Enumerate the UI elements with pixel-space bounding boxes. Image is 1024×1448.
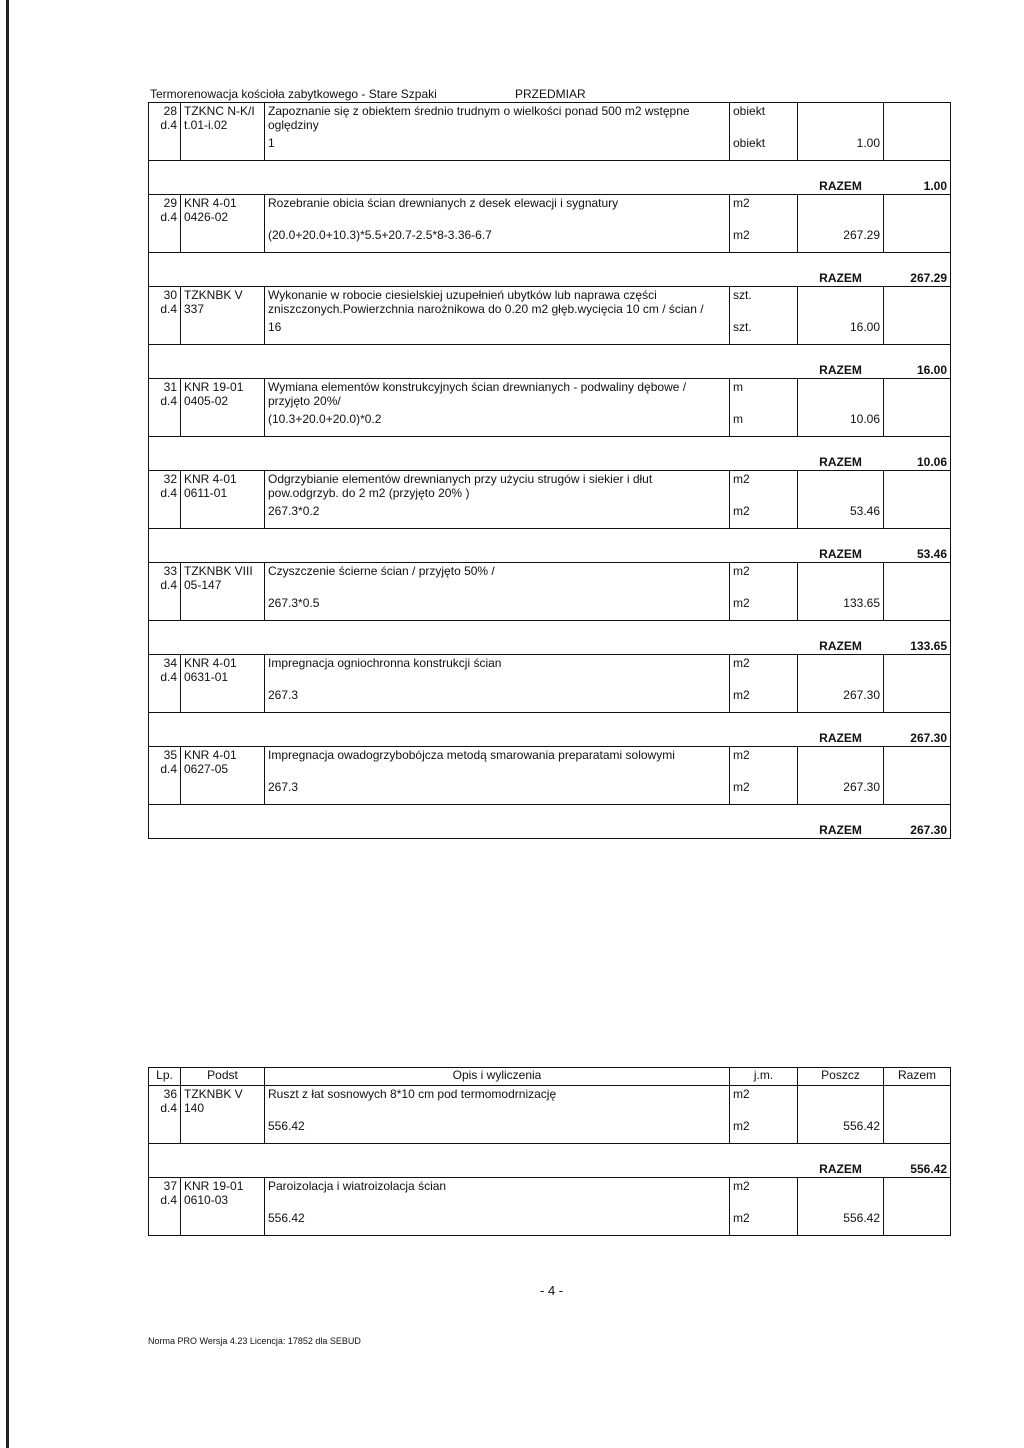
scan-edge bbox=[6, 0, 9, 1448]
item-basis bbox=[181, 563, 265, 593]
razem-blank bbox=[181, 713, 265, 747]
razem-blank bbox=[149, 253, 181, 287]
item-razem-blank bbox=[884, 379, 951, 409]
razem-blank bbox=[149, 529, 181, 563]
calc-unit: m bbox=[730, 408, 798, 437]
calc-row bbox=[149, 592, 951, 621]
razem-blank bbox=[265, 437, 730, 471]
item-unit: m2 bbox=[730, 747, 798, 777]
item-number-line2: d.4 bbox=[160, 1101, 177, 1115]
calc-lp-blank bbox=[149, 224, 181, 253]
item-basis-line2: 0631-01 bbox=[184, 670, 229, 684]
razem-total: 556.42 bbox=[884, 1144, 951, 1178]
page-number: - 4 - bbox=[540, 1283, 564, 1298]
razem-blank bbox=[149, 161, 181, 195]
calc-expression: 556.42 bbox=[265, 1207, 730, 1236]
razem-blank bbox=[181, 805, 265, 839]
calc-row bbox=[149, 408, 951, 437]
item-number-line1: 32 bbox=[163, 472, 177, 486]
item-basis-line2: 0426-02 bbox=[184, 210, 229, 224]
razem-row bbox=[149, 805, 951, 839]
razem-row bbox=[149, 713, 951, 747]
razem-blank bbox=[149, 437, 181, 471]
razem-label: RAZEM bbox=[798, 529, 884, 563]
calc-expression: 16 bbox=[265, 316, 730, 345]
item-unit: m2 bbox=[730, 563, 798, 593]
calc-expression: 267.3 bbox=[265, 776, 730, 805]
calc-poszcz: 53.46 bbox=[798, 500, 884, 529]
item-description: Impregnacja ogniochronna konstrukcji ścian bbox=[265, 655, 730, 685]
calc-unit: m2 bbox=[730, 684, 798, 713]
razem-total: 1.00 bbox=[884, 161, 951, 195]
item-number-line2: d.4 bbox=[160, 486, 177, 500]
calc-razem-blank bbox=[884, 132, 951, 161]
razem-blank bbox=[730, 621, 798, 655]
calc-expression: 267.3 bbox=[265, 684, 730, 713]
calc-expression: 556.42 bbox=[265, 1115, 730, 1144]
razem-total: 267.30 bbox=[884, 805, 951, 839]
razem-total: 267.30 bbox=[884, 713, 951, 747]
calc-unit: szt. bbox=[730, 316, 798, 345]
item-basis-line1: TZKNBK VIII bbox=[184, 564, 253, 578]
calc-razem-blank bbox=[884, 1207, 951, 1236]
calc-lp-blank bbox=[149, 316, 181, 345]
calc-lp-blank bbox=[149, 1115, 181, 1144]
item-basis bbox=[181, 471, 265, 501]
col-razem: Razem bbox=[884, 1068, 951, 1086]
item-basis-line2: t.01-i.02 bbox=[184, 118, 228, 132]
razem-blank bbox=[730, 437, 798, 471]
item-unit: m2 bbox=[730, 1178, 798, 1208]
calc-basis-blank bbox=[181, 224, 265, 253]
item-number bbox=[149, 103, 181, 133]
razem-row bbox=[149, 345, 951, 379]
razem-total: 53.46 bbox=[884, 529, 951, 563]
item-basis bbox=[181, 747, 265, 777]
razem-blank bbox=[265, 621, 730, 655]
item-description: Wymiana elementów konstrukcyjnych ścian drewnianych - podwaliny dębowe / przyjęto 20%/ bbox=[265, 379, 730, 409]
item-basis bbox=[181, 379, 265, 409]
cost-table-bottom bbox=[148, 1067, 951, 1236]
item-basis-line1: KNR 19-01 bbox=[184, 1179, 244, 1193]
table-row bbox=[149, 655, 951, 685]
item-number-line1: 36 bbox=[163, 1087, 177, 1101]
razem-row bbox=[149, 161, 951, 195]
item-basis bbox=[181, 287, 265, 317]
calc-lp-blank bbox=[149, 592, 181, 621]
item-basis-line2: 0610-03 bbox=[184, 1193, 229, 1207]
razem-label: RAZEM bbox=[798, 437, 884, 471]
item-razem-blank bbox=[884, 1178, 951, 1208]
col-opis: Opis i wyliczenia bbox=[265, 1068, 730, 1086]
item-description: Czyszczenie ścierne ścian / przyjęto 50% / bbox=[265, 563, 730, 593]
calc-poszcz: 267.29 bbox=[798, 224, 884, 253]
calc-poszcz: 556.42 bbox=[798, 1207, 884, 1236]
item-poszcz-blank bbox=[798, 747, 884, 777]
razem-label: RAZEM bbox=[798, 345, 884, 379]
item-unit: m2 bbox=[730, 655, 798, 685]
razem-label: RAZEM bbox=[798, 253, 884, 287]
item-description: Ruszt z łat sosnowych 8*10 cm pod termomodrnizację bbox=[265, 1086, 730, 1116]
item-razem-blank bbox=[884, 563, 951, 593]
col-lp: Lp. bbox=[149, 1068, 181, 1086]
calc-poszcz: 1.00 bbox=[798, 132, 884, 161]
item-basis-line1: KNR 4-01 bbox=[184, 748, 237, 762]
item-number bbox=[149, 563, 181, 593]
table-row bbox=[149, 195, 951, 225]
item-basis-line1: KNR 4-01 bbox=[184, 656, 237, 670]
item-poszcz-blank bbox=[798, 195, 884, 225]
item-description: Odgrzybianie elementów drewnianych przy użyciu strugów i siekier i dłut pow.odgrzyb. do 2 m2 (przyjęto 20% ) bbox=[265, 471, 730, 501]
item-basis-line2: 0405-02 bbox=[184, 394, 229, 408]
col-poszcz: Poszcz bbox=[798, 1068, 884, 1086]
table-body-bottom bbox=[149, 1086, 951, 1236]
calc-basis-blank bbox=[181, 1207, 265, 1236]
calc-lp-blank bbox=[149, 684, 181, 713]
razem-blank bbox=[265, 1144, 730, 1178]
calc-razem-blank bbox=[884, 316, 951, 345]
item-razem-blank bbox=[884, 195, 951, 225]
table-row bbox=[149, 1086, 951, 1116]
razem-blank bbox=[149, 1144, 181, 1178]
item-basis-line2: 05-147 bbox=[184, 578, 222, 592]
calc-row bbox=[149, 776, 951, 805]
razem-blank bbox=[181, 253, 265, 287]
calc-razem-blank bbox=[884, 592, 951, 621]
table-row bbox=[149, 379, 951, 409]
cost-table-top bbox=[148, 102, 951, 839]
razem-blank bbox=[730, 161, 798, 195]
item-number-line1: 37 bbox=[163, 1179, 177, 1193]
item-basis bbox=[181, 195, 265, 225]
item-basis bbox=[181, 1086, 265, 1116]
item-number-line2: d.4 bbox=[160, 762, 177, 776]
razem-total: 10.06 bbox=[884, 437, 951, 471]
item-number-line1: 35 bbox=[163, 748, 177, 762]
item-basis-line1: TZKNBK V bbox=[184, 288, 243, 302]
calc-unit: m2 bbox=[730, 224, 798, 253]
razem-blank bbox=[730, 253, 798, 287]
calc-row bbox=[149, 1207, 951, 1236]
item-basis-line1: KNR 4-01 bbox=[184, 196, 237, 210]
item-number-line1: 33 bbox=[163, 564, 177, 578]
item-poszcz-blank bbox=[798, 1086, 884, 1116]
razem-blank bbox=[730, 345, 798, 379]
razem-blank bbox=[265, 713, 730, 747]
calc-unit: m2 bbox=[730, 776, 798, 805]
item-number bbox=[149, 1086, 181, 1116]
item-razem-blank bbox=[884, 103, 951, 133]
item-number-line1: 29 bbox=[163, 196, 177, 210]
item-number-line2: d.4 bbox=[160, 118, 177, 132]
calc-basis-blank bbox=[181, 776, 265, 805]
item-number bbox=[149, 655, 181, 685]
item-poszcz-blank bbox=[798, 1178, 884, 1208]
item-basis-line2: 337 bbox=[184, 302, 205, 316]
item-basis bbox=[181, 1178, 265, 1208]
item-poszcz-blank bbox=[798, 471, 884, 501]
calc-row bbox=[149, 224, 951, 253]
item-number-line1: 34 bbox=[163, 656, 177, 670]
calc-basis-blank bbox=[181, 132, 265, 161]
item-description: Paroizolacja i wiatroizolacja ścian bbox=[265, 1178, 730, 1208]
calc-razem-blank bbox=[884, 684, 951, 713]
calc-basis-blank bbox=[181, 592, 265, 621]
item-number bbox=[149, 287, 181, 317]
item-razem-blank bbox=[884, 655, 951, 685]
calc-row bbox=[149, 500, 951, 529]
razem-label: RAZEM bbox=[798, 713, 884, 747]
item-number-line2: d.4 bbox=[160, 1193, 177, 1207]
table-body-top bbox=[149, 103, 951, 839]
item-description: Rozebranie obicia ścian drewnianych z desek elewacji i sygnatury bbox=[265, 195, 730, 225]
item-number bbox=[149, 471, 181, 501]
calc-unit: m2 bbox=[730, 1207, 798, 1236]
item-unit: m2 bbox=[730, 195, 798, 225]
calc-lp-blank bbox=[149, 1207, 181, 1236]
calc-razem-blank bbox=[884, 500, 951, 529]
razem-row bbox=[149, 437, 951, 471]
item-razem-blank bbox=[884, 471, 951, 501]
calc-razem-blank bbox=[884, 408, 951, 437]
col-jm: j.m. bbox=[730, 1068, 798, 1086]
calc-lp-blank bbox=[149, 776, 181, 805]
razem-blank bbox=[181, 1144, 265, 1178]
item-number-line1: 28 bbox=[163, 104, 177, 118]
item-number bbox=[149, 195, 181, 225]
razem-blank bbox=[149, 621, 181, 655]
calc-poszcz: 267.30 bbox=[798, 776, 884, 805]
item-razem-blank bbox=[884, 1086, 951, 1116]
razem-row bbox=[149, 1144, 951, 1178]
item-razem-blank bbox=[884, 747, 951, 777]
razem-blank bbox=[149, 713, 181, 747]
item-number bbox=[149, 747, 181, 777]
razem-blank bbox=[265, 529, 730, 563]
item-number-line1: 31 bbox=[163, 380, 177, 394]
item-number bbox=[149, 379, 181, 409]
calc-unit: m2 bbox=[730, 500, 798, 529]
table-row bbox=[149, 563, 951, 593]
item-razem-blank bbox=[884, 287, 951, 317]
item-number-line2: d.4 bbox=[160, 578, 177, 592]
calc-expression: 1 bbox=[265, 132, 730, 161]
item-basis-line1: KNR 4-01 bbox=[184, 472, 237, 486]
item-basis-line1: TZKNC N-K/I bbox=[184, 104, 255, 118]
calc-expression: (20.0+20.0+10.3)*5.5+20.7-2.5*8-3.36-6.7 bbox=[265, 224, 730, 253]
item-description: Wykonanie w robocie ciesielskiej uzupełnień ubytków lub naprawa części zniszczonych.Powierzchnia narożnikowa do 0.20 m2 głęb.wycięcia 10 cm / ścian / bbox=[265, 287, 730, 317]
item-basis-line2: 140 bbox=[184, 1101, 205, 1115]
razem-blank bbox=[181, 621, 265, 655]
calc-unit: m2 bbox=[730, 1115, 798, 1144]
razem-blank bbox=[181, 529, 265, 563]
calc-basis-blank bbox=[181, 1115, 265, 1144]
calc-poszcz: 10.06 bbox=[798, 408, 884, 437]
calc-poszcz: 556.42 bbox=[798, 1115, 884, 1144]
razem-label: RAZEM bbox=[798, 621, 884, 655]
razem-blank bbox=[730, 713, 798, 747]
item-number-line2: d.4 bbox=[160, 302, 177, 316]
razem-blank bbox=[730, 805, 798, 839]
item-number-line1: 30 bbox=[163, 288, 177, 302]
calc-basis-blank bbox=[181, 684, 265, 713]
item-number-line2: d.4 bbox=[160, 394, 177, 408]
doc-type: PRZEDMIAR bbox=[515, 87, 586, 101]
item-description: Zapoznanie się z obiektem średnio trudnym o wielkości ponad 500 m2 wstępne oględziny bbox=[265, 103, 730, 133]
calc-expression: 267.3*0.5 bbox=[265, 592, 730, 621]
calc-razem-blank bbox=[884, 1115, 951, 1144]
item-unit: obiekt bbox=[730, 103, 798, 133]
software-license: Norma PRO Wersja 4.23 Licencja: 17852 dla SEBUD bbox=[148, 1336, 361, 1346]
project-title: Termorenowacja kościoła zabytkowego - Stare Szpaki bbox=[150, 87, 437, 101]
razem-blank bbox=[730, 1144, 798, 1178]
razem-blank bbox=[149, 345, 181, 379]
razem-blank bbox=[181, 437, 265, 471]
table-row bbox=[149, 1178, 951, 1208]
calc-poszcz: 267.30 bbox=[798, 684, 884, 713]
table-row bbox=[149, 103, 951, 133]
item-poszcz-blank bbox=[798, 655, 884, 685]
razem-label: RAZEM bbox=[798, 1144, 884, 1178]
item-basis-line1: KNR 19-01 bbox=[184, 380, 244, 394]
table-header-row bbox=[149, 1068, 951, 1086]
calc-lp-blank bbox=[149, 500, 181, 529]
item-basis-line1: TZKNBK V bbox=[184, 1087, 243, 1101]
item-poszcz-blank bbox=[798, 103, 884, 133]
calc-poszcz: 133.65 bbox=[798, 592, 884, 621]
razem-blank bbox=[265, 161, 730, 195]
item-poszcz-blank bbox=[798, 563, 884, 593]
razem-blank bbox=[265, 345, 730, 379]
calc-row bbox=[149, 316, 951, 345]
calc-expression: 267.3*0.2 bbox=[265, 500, 730, 529]
calc-expression: (10.3+20.0+20.0)*0.2 bbox=[265, 408, 730, 437]
item-poszcz-blank bbox=[798, 287, 884, 317]
razem-total: 16.00 bbox=[884, 345, 951, 379]
razem-total: 267.29 bbox=[884, 253, 951, 287]
razem-label: RAZEM bbox=[798, 805, 884, 839]
calc-row bbox=[149, 684, 951, 713]
item-basis-line2: 0627-05 bbox=[184, 762, 229, 776]
razem-blank bbox=[265, 805, 730, 839]
calc-unit: m2 bbox=[730, 592, 798, 621]
item-number bbox=[149, 1178, 181, 1208]
calc-basis-blank bbox=[181, 500, 265, 529]
item-basis bbox=[181, 103, 265, 133]
razem-blank bbox=[265, 253, 730, 287]
razem-row bbox=[149, 253, 951, 287]
calc-unit: obiekt bbox=[730, 132, 798, 161]
item-number-line2: d.4 bbox=[160, 670, 177, 684]
item-basis bbox=[181, 655, 265, 685]
item-unit: szt. bbox=[730, 287, 798, 317]
calc-basis-blank bbox=[181, 316, 265, 345]
item-unit: m2 bbox=[730, 1086, 798, 1116]
calc-row bbox=[149, 1115, 951, 1144]
razem-blank bbox=[181, 161, 265, 195]
razem-total: 133.65 bbox=[884, 621, 951, 655]
item-number-line2: d.4 bbox=[160, 210, 177, 224]
col-podst: Podst bbox=[181, 1068, 265, 1086]
item-basis-line2: 0611-01 bbox=[184, 486, 228, 500]
razem-label: RAZEM bbox=[798, 161, 884, 195]
item-description: Impregnacja owadogrzybobójcza metodą smarowania preparatami solowymi bbox=[265, 747, 730, 777]
item-poszcz-blank bbox=[798, 379, 884, 409]
calc-lp-blank bbox=[149, 408, 181, 437]
table-row bbox=[149, 471, 951, 501]
razem-blank bbox=[181, 345, 265, 379]
razem-blank bbox=[730, 529, 798, 563]
calc-row bbox=[149, 132, 951, 161]
item-unit: m2 bbox=[730, 471, 798, 501]
calc-lp-blank bbox=[149, 132, 181, 161]
page-header bbox=[150, 87, 586, 101]
calc-razem-blank bbox=[884, 776, 951, 805]
calc-razem-blank bbox=[884, 224, 951, 253]
calc-poszcz: 16.00 bbox=[798, 316, 884, 345]
razem-row bbox=[149, 621, 951, 655]
item-unit: m bbox=[730, 379, 798, 409]
razem-row bbox=[149, 529, 951, 563]
table-row bbox=[149, 287, 951, 317]
table-row bbox=[149, 747, 951, 777]
calc-basis-blank bbox=[181, 408, 265, 437]
razem-blank bbox=[149, 805, 181, 839]
